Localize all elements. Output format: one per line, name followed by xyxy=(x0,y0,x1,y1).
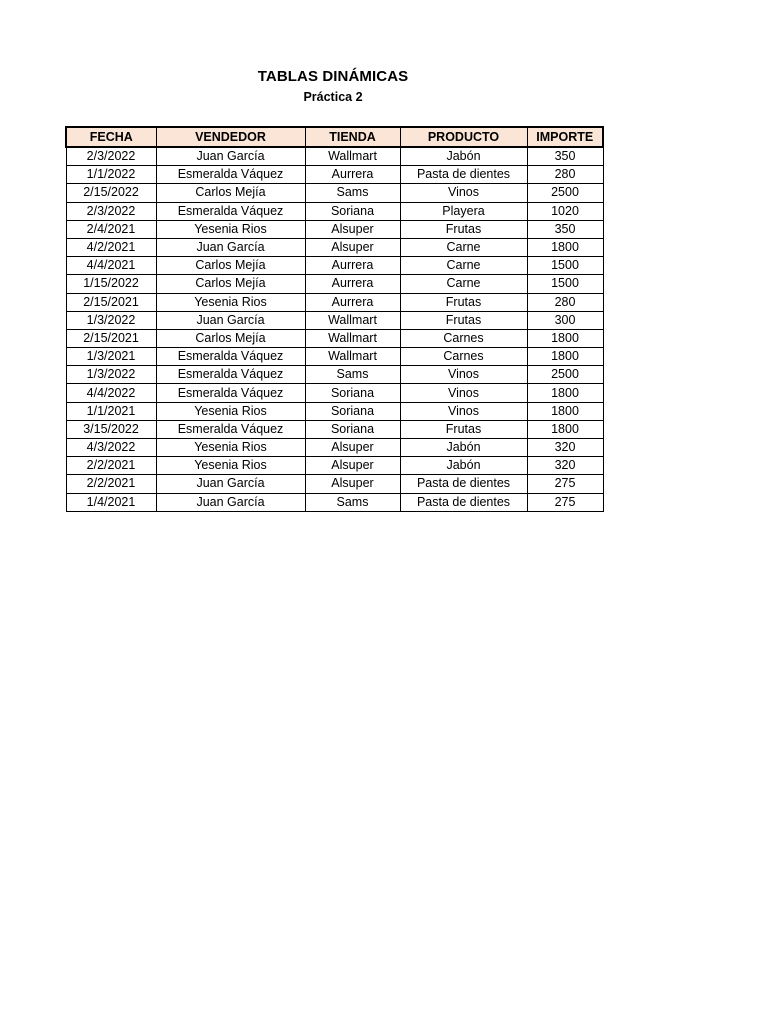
cell-vendedor: Juan García xyxy=(156,147,305,166)
cell-importe: 320 xyxy=(527,439,603,457)
cell-producto: Frutas xyxy=(400,420,527,438)
cell-vendedor: Esmeralda Váquez xyxy=(156,420,305,438)
cell-vendedor: Yesenia Rios xyxy=(156,402,305,420)
cell-producto: Frutas xyxy=(400,293,527,311)
table-row xyxy=(66,493,603,511)
cell-vendedor: Juan García xyxy=(156,493,305,511)
column-header-producto: PRODUCTO xyxy=(400,127,527,147)
cell-importe: 300 xyxy=(527,311,603,329)
cell-importe: 1020 xyxy=(527,202,603,220)
cell-producto: Carne xyxy=(400,257,527,275)
cell-fecha: 1/1/2022 xyxy=(66,166,156,184)
table-row xyxy=(66,402,603,420)
table-row xyxy=(66,202,603,220)
cell-fecha: 2/3/2022 xyxy=(66,147,156,166)
cell-fecha: 2/3/2022 xyxy=(66,202,156,220)
table-body xyxy=(66,147,603,511)
cell-importe: 280 xyxy=(527,166,603,184)
cell-vendedor: Esmeralda Váquez xyxy=(156,366,305,384)
cell-fecha: 4/4/2021 xyxy=(66,257,156,275)
cell-fecha: 4/4/2022 xyxy=(66,384,156,402)
cell-fecha: 1/1/2021 xyxy=(66,402,156,420)
column-header-importe: IMPORTE xyxy=(527,127,603,147)
cell-tienda: Soriana xyxy=(305,384,400,402)
cell-vendedor: Esmeralda Váquez xyxy=(156,384,305,402)
cell-fecha: 2/2/2021 xyxy=(66,475,156,493)
cell-tienda: Wallmart xyxy=(305,147,400,166)
cell-producto: Playera xyxy=(400,202,527,220)
table-header-row xyxy=(66,127,603,147)
cell-tienda: Aurrera xyxy=(305,275,400,293)
cell-importe: 350 xyxy=(527,147,603,166)
cell-importe: 1800 xyxy=(527,238,603,256)
table-row xyxy=(66,238,603,256)
table-row xyxy=(66,329,603,347)
cell-tienda: Soriana xyxy=(305,202,400,220)
table-row xyxy=(66,220,603,238)
cell-producto: Carne xyxy=(400,238,527,256)
table-row xyxy=(66,184,603,202)
cell-tienda: Sams xyxy=(305,493,400,511)
table-row xyxy=(66,275,603,293)
cell-vendedor: Carlos Mejía xyxy=(156,275,305,293)
cell-producto: Pasta de dientes xyxy=(400,475,527,493)
table-row xyxy=(66,366,603,384)
column-header-vendedor: VENDEDOR xyxy=(156,127,305,147)
cell-importe: 1800 xyxy=(527,420,603,438)
cell-producto: Vinos xyxy=(400,366,527,384)
cell-producto: Jabón xyxy=(400,439,527,457)
cell-importe: 320 xyxy=(527,457,603,475)
table-row xyxy=(66,311,603,329)
table-row xyxy=(66,475,603,493)
cell-producto: Pasta de dientes xyxy=(400,493,527,511)
cell-fecha: 2/15/2021 xyxy=(66,329,156,347)
cell-tienda: Aurrera xyxy=(305,257,400,275)
cell-vendedor: Yesenia Rios xyxy=(156,220,305,238)
cell-vendedor: Esmeralda Váquez xyxy=(156,166,305,184)
table-row xyxy=(66,147,603,166)
cell-tienda: Soriana xyxy=(305,402,400,420)
cell-vendedor: Esmeralda Váquez xyxy=(156,202,305,220)
cell-producto: Vinos xyxy=(400,384,527,402)
cell-fecha: 1/3/2022 xyxy=(66,311,156,329)
cell-fecha: 1/15/2022 xyxy=(66,275,156,293)
cell-producto: Jabón xyxy=(400,147,527,166)
cell-importe: 280 xyxy=(527,293,603,311)
cell-producto: Vinos xyxy=(400,184,527,202)
cell-fecha: 2/15/2022 xyxy=(66,184,156,202)
table-row xyxy=(66,348,603,366)
cell-fecha: 1/4/2021 xyxy=(66,493,156,511)
cell-producto: Carnes xyxy=(400,329,527,347)
cell-importe: 275 xyxy=(527,493,603,511)
cell-importe: 2500 xyxy=(527,184,603,202)
cell-producto: Vinos xyxy=(400,402,527,420)
column-header-tienda: TIENDA xyxy=(305,127,400,147)
cell-tienda: Sams xyxy=(305,184,400,202)
cell-vendedor: Yesenia Rios xyxy=(156,457,305,475)
cell-tienda: Wallmart xyxy=(305,329,400,347)
cell-fecha: 1/3/2021 xyxy=(66,348,156,366)
table-row xyxy=(66,384,603,402)
cell-vendedor: Carlos Mejía xyxy=(156,184,305,202)
cell-fecha: 1/3/2022 xyxy=(66,366,156,384)
column-header-fecha: FECHA xyxy=(66,127,156,147)
cell-vendedor: Juan García xyxy=(156,238,305,256)
cell-importe: 1800 xyxy=(527,402,603,420)
page-title: TABLAS DINÁMICAS xyxy=(257,68,409,85)
cell-fecha: 2/2/2021 xyxy=(66,457,156,475)
table-row xyxy=(66,293,603,311)
cell-tienda: Wallmart xyxy=(305,348,400,366)
table-row xyxy=(66,439,603,457)
table-row xyxy=(66,166,603,184)
cell-importe: 1800 xyxy=(527,348,603,366)
table-header xyxy=(66,127,603,147)
cell-vendedor: Juan García xyxy=(156,311,305,329)
cell-producto: Frutas xyxy=(400,311,527,329)
cell-vendedor: Yesenia Rios xyxy=(156,293,305,311)
cell-fecha: 4/3/2022 xyxy=(66,439,156,457)
cell-tienda: Alsuper xyxy=(305,457,400,475)
sales-table xyxy=(65,126,604,512)
cell-vendedor: Yesenia Rios xyxy=(156,439,305,457)
cell-tienda: Sams xyxy=(305,366,400,384)
cell-producto: Carne xyxy=(400,275,527,293)
table-row xyxy=(66,457,603,475)
cell-tienda: Soriana xyxy=(305,420,400,438)
cell-tienda: Alsuper xyxy=(305,439,400,457)
cell-fecha: 4/2/2021 xyxy=(66,238,156,256)
cell-vendedor: Carlos Mejía xyxy=(156,329,305,347)
cell-importe: 2500 xyxy=(527,366,603,384)
cell-tienda: Aurrera xyxy=(305,166,400,184)
cell-tienda: Wallmart xyxy=(305,311,400,329)
cell-fecha: 3/15/2022 xyxy=(66,420,156,438)
cell-importe: 1500 xyxy=(527,275,603,293)
cell-producto: Pasta de dientes xyxy=(400,166,527,184)
cell-producto: Frutas xyxy=(400,220,527,238)
cell-importe: 1500 xyxy=(527,257,603,275)
cell-importe: 275 xyxy=(527,475,603,493)
cell-importe: 1800 xyxy=(527,384,603,402)
cell-importe: 350 xyxy=(527,220,603,238)
cell-tienda: Alsuper xyxy=(305,220,400,238)
cell-producto: Carnes xyxy=(400,348,527,366)
cell-vendedor: Carlos Mejía xyxy=(156,257,305,275)
table-row xyxy=(66,257,603,275)
page-subtitle: Práctica 2 xyxy=(303,90,363,104)
cell-tienda: Aurrera xyxy=(305,293,400,311)
cell-importe: 1800 xyxy=(527,329,603,347)
cell-producto: Jabón xyxy=(400,457,527,475)
cell-fecha: 2/15/2021 xyxy=(66,293,156,311)
table-row xyxy=(66,420,603,438)
cell-fecha: 2/4/2021 xyxy=(66,220,156,238)
cell-vendedor: Esmeralda Váquez xyxy=(156,348,305,366)
cell-vendedor: Juan García xyxy=(156,475,305,493)
cell-tienda: Alsuper xyxy=(305,238,400,256)
cell-tienda: Alsuper xyxy=(305,475,400,493)
